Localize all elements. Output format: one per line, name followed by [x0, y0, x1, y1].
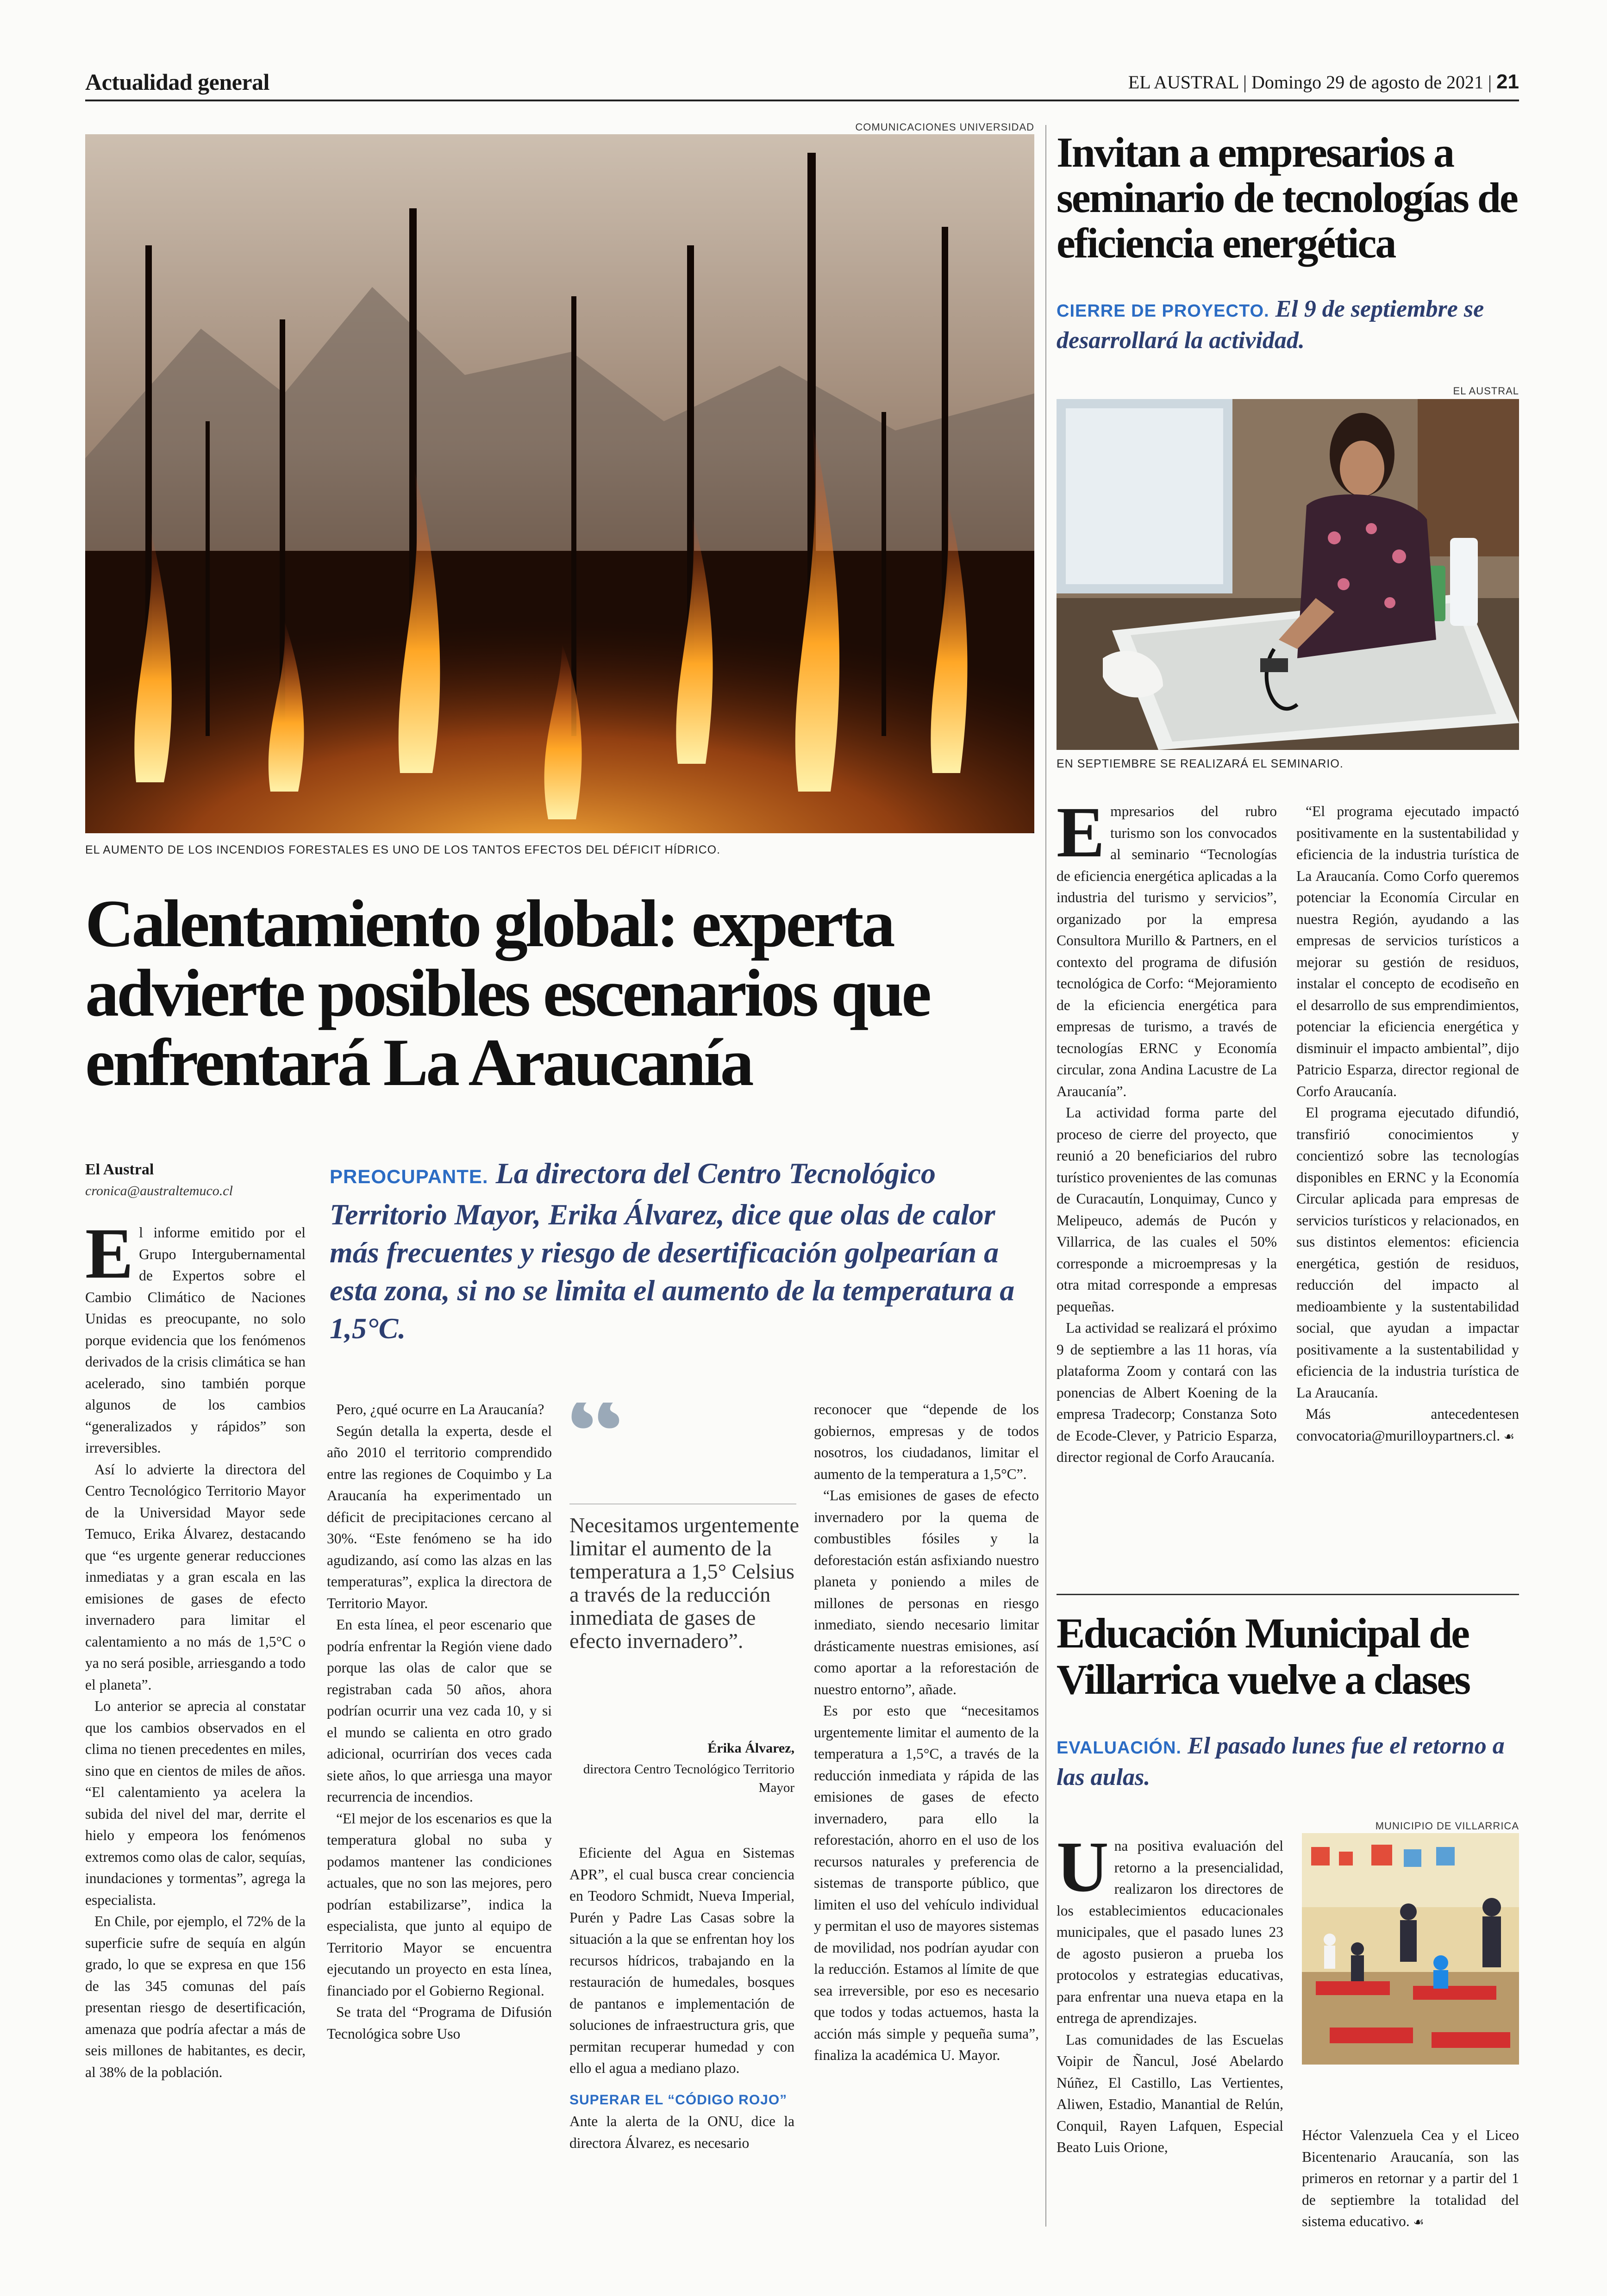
pullquote-attribution-role: directora Centro Tecnológico Territorio Mayor	[583, 1762, 794, 1795]
deck-kicker: CIERRE DE PROYECTO.	[1057, 301, 1269, 321]
paragraph: Eficiente del Agua en Sistemas APR”, el cual busca crear conciencia en Teodoro Schmidt, Nueva Imperial, Purén y Padre Las Casas sobre la situación a la que se enfrentan hoy los recursos hídricos, trabajando en la restauración de humedales, bosques de pantanos e implementación de soluciones de infraestructura gris, que permitan recuperar humedad y con ello el agua a mediano plazo.	[569, 1845, 794, 2076]
quote-mark-icon	[566, 1403, 631, 1472]
paragraph: Las comunidades de las Escuelas Voipir de Ñancul, José Abelardo Núñez, El Castillo, Las Vertientes, Aliwen, Estadio, Manantial de Relún, Conquil, Rayen Lafquen, Especial Beato Luis Orione,	[1057, 2031, 1283, 2155]
paragraph: El programa ejecutado difundió, transfirió conocimientos y concientizó sobre las tecnologías disponibles en ERNC y la Economía Circular aplicada para empresas de servicios turísticos y relacionados, en sus distintos elementos: eficiencia energética, gestión de residuos, reducción del impacto al medioambiente y la sustentabilidad social, que ayudan a impactar positivamente a la sustentabilidad y eficiencia de la industria turística de La Araucanía.	[1296, 1104, 1519, 1401]
fire-photo-credit: COMUNICACIONES UNIVERSIDAD	[855, 121, 1034, 133]
paragraph: “El mejor de los escenarios es que la temperatura global no suba y podamos mantener las condiciones actuales, que no son las mejores, pero podrían estabilizarse”, indica la especialista, que junto al equipo de Territorio Mayor se encuentra ejecutando un proyecto en esta línea, financiado por el Gobierno Regional.	[327, 1810, 552, 1999]
dropcap: E	[1057, 801, 1105, 872]
main-headline: Calentamiento global: experta advierte posibles escenarios que enfrentará La Araucanía	[85, 886, 930, 1100]
quote-mark-glyph: “	[566, 1403, 626, 1472]
paragraph: En esta línea, el peor escenario que podría enfrentar la Región viene dado porque las olas de calor que se registraban cada 50 años, ahora podrían ocurrir una vez cada 10, y si el mundo se calienta en otro grado adicional, ocurrirían dos veces cada siete años, lo que arriesga una mayor recurrencia de incendios.	[327, 1616, 552, 1805]
end-mark-icon: ☙	[1503, 1429, 1515, 1444]
seminar-column-2	[1296, 801, 1519, 1588]
forest-fire-illustration	[85, 134, 1034, 833]
deck-text: La directora del Centro Tecnológico Territorio Mayor, Erika Álvarez, dice que olas de calor más frecuentes y riesgo de desertificación golpearían a esta zona, si no se limita el aumento de la temperatura a 1,5°C.	[330, 1157, 1015, 1345]
paragraph: Héctor Valenzuela Cea y el Liceo Bicentenario Araucanía, son las primeros en retornar y a partir del 1 de septiembre la totalidad del sistema educativo. ☙	[1302, 2127, 1519, 2229]
deck-text: El 9 de septiembre se desarrollará la actividad.	[1057, 296, 1484, 354]
paper-name: EL AUSTRAL	[1128, 72, 1238, 93]
forest-fire-photo	[85, 134, 1034, 833]
villarrica-headline: Educación Municipal de Villarrica vuelve a clases	[1057, 1610, 1469, 1703]
paragraph: Según detalla la experta, desde el año 2010 el territorio comprendido entre las regiones de Coquimbo y La Araucanía ha experimentado un déficit de precipitaciones cercano al 30%. “Este fenómeno se ha ido agudizando, así como las alzas en las temperaturas”, explica la directora de Territorio Mayor.	[327, 1423, 552, 1611]
main-column-4	[814, 1399, 1039, 2232]
classroom-photo-credit: MUNICIPIO DE VILLARRICA	[1375, 1820, 1519, 1832]
classroom-photo	[1302, 1833, 1519, 2065]
page-number: 21	[1496, 70, 1519, 93]
paragraph: mpresarios del rubro turismo son los convocados al seminario “Tecnologías de eficiencia energética aplicadas a la industria del turismo y servicios”, organizado por la empresa Consultora Murillo & Partners, en el contexto del programa de difusión tecnológica de Corfo: “Mejoramiento de la eficiencia energética para empresas de turismo, a través de tecnologías ERNC y Economía circular, zona Andina Lacustre de La Araucanía”.	[1057, 803, 1277, 1099]
paragraph: Se trata del “Programa de Difusión Tecnológica sobre Uso	[327, 2004, 552, 2042]
pullquote-attribution-name: Érika Álvarez,	[707, 1741, 794, 1756]
villarrica-column-2	[1302, 2125, 1519, 2236]
contact-text[interactable]: Más antecedentesen convocatoria@murilloypartners.cl.	[1296, 1406, 1519, 1444]
byline-name: El Austral	[85, 1161, 154, 1178]
column-divider	[1045, 125, 1046, 2227]
seminar-photo-caption: EN SEPTIEMBRE SE REALIZARÁ EL SEMINARIO.	[1057, 757, 1344, 770]
villarrica-column-1	[1057, 1835, 1283, 2234]
separator: |	[1488, 72, 1497, 93]
paragraph: La actividad se realizará el próximo 9 de septiembre a las 11 horas, vía plataforma Zoom y contará con las ponencias de Albert Koening de la empresa Tradecorp; Constanza Soto de Ecode-Clever, y Patricio Esparza, director regional de Corfo Araucanía.	[1057, 1320, 1277, 1465]
paragraph: La actividad forma parte del proceso de cierre del proyecto, que reunió a 20 beneficiarios del rubro turístico provenientes de las comunas de Curacautín, Lonquimay, Cunco y Melipeuco, además de Pucón y Villarrica, de las cuales el 50% corresponde a microempresas y la otra mitad corresponde a empresas pequeñas.	[1057, 1104, 1277, 1315]
deck-kicker: PREOCUPANTE.	[330, 1166, 488, 1187]
paragraph: Lo anterior se aprecia al constatar que los cambios observados en el clima no tienen precedentes en miles, sino que en cientos de miles de años. “El calentamiento ya acelera la subida del nivel del mar, derrite el hielo y empeora los fenómenos extremos como olas de calor, sequías, inundaciones y tormentas”, agrega la especialista.	[85, 1698, 306, 1908]
subhead: SUPERAR EL “CÓDIGO ROJO”	[569, 2092, 788, 2108]
section-rule	[1057, 1594, 1519, 1595]
masthead	[1128, 70, 1519, 94]
main-column-1	[85, 1222, 306, 2231]
seminar-column-1	[1057, 801, 1277, 1588]
dropcap: U	[1057, 1835, 1109, 1907]
deck-kicker: EVALUACIÓN.	[1057, 1738, 1182, 1758]
deck-text: El pasado lunes fue el retorno a las aulas.	[1057, 1733, 1505, 1791]
paragraph: na positiva evaluación del retorno a la presencialidad, realizaron los directores de los establecimientos educacionales municipales, que el pasado lunes 23 de agosto pusieron a prueba los protocolos y estrategias educativas, para enfrentar una nueva etapa en la entrega de aprendizajes.	[1057, 1838, 1283, 2026]
woman-at-workbench-illustration	[1057, 399, 1519, 750]
byline-email[interactable]: cronica@australtemuco.cl	[85, 1183, 233, 1198]
main-deck	[330, 1154, 1038, 1348]
section-label: Actualidad general	[85, 69, 269, 95]
paragraph: Así lo advierte la directora del Centro Tecnológico Territorio Mayor de la Universidad Mayor sede Temuco, Erika Álvarez, destacando que “es urgente generar reducciones inmediatas y a gran escala en las emisiones de gases de efecto invernadero para limitar el calentamiento a no más de 1,5°C o ya no será posible, arriesgando a todo el planeta”.	[85, 1461, 306, 1693]
paragraph: “El programa ejecutado impactó positivamente en la sustentabilidad y eficiencia de la industria turística de La Araucanía. Como Corfo queremos potenciar la Economía Circular en nuestra Región, ayudando a las empresas de servicios turísticos a mejorar su gestión de residuos, instalar el concepto de ecodiseño en el desarrollo de sus emprendimientos, potenciar la eficiencia energética y disminuir el impacto ambiental”, dijo Patricio Esparza, director regional de Corfo Araucanía.	[1296, 803, 1519, 1099]
main-column-2	[327, 1399, 552, 2232]
seminar-photo-credit: EL AUSTRAL	[1453, 385, 1519, 397]
seminar-photo	[1057, 399, 1519, 750]
fire-photo-caption: EL AUMENTO DE LOS INCENDIOS FORESTALES ES UNO DE LOS TANTOS EFECTOS DEL DÉFICIT HÍDRICO.	[85, 843, 721, 856]
paragraph: reconocer que “depende de los gobiernos, empresas y de todos nosotros, los ciudadanos, limitar el aumento de la temperatura a 1,5°C”.	[814, 1401, 1039, 1482]
paragraph: l informe emitido por el Grupo Intergubernamental de Expertos sobre el Cambio Climático de Naciones Unidas es preocupante, no solo porque evidencia que los fenómenos derivados de la crisis climática se han acelerado, sino también porque algunos de los cambios “generalizados y rápidos” son irreversibles.	[85, 1224, 306, 1456]
villarrica-deck	[1057, 1731, 1519, 1792]
paragraph: Pero, ¿qué ocurre en La Araucanía?	[336, 1401, 544, 1417]
top-rule	[85, 100, 1519, 101]
pullquote-text: Necesitamos urgentemente limitar el aumento de la temperatura a 1,5° Celsius a través de la reducción inmediata de gases de efecto invernadero”.	[569, 1513, 800, 1653]
end-mark-icon: ☙	[1413, 2215, 1424, 2229]
seminar-deck	[1057, 294, 1519, 356]
issue-date: Domingo 29 de agosto de 2021	[1251, 72, 1484, 93]
paragraph: En Chile, por ejemplo, el 72% de la superficie sufre de sequía en algún grado, lo que se expresa en que 156 de las 345 comunas del país presentan riesgo de desertificación, amenaza que podría afectar a más de seis millones de habitantes, es decir, al 38% de la población.	[85, 1913, 306, 2080]
paragraph	[1296, 1404, 1519, 1447]
paragraph: Es por esto que “necesitamos urgentemente limitar el aumento de la temperatura a 1,5°C, a través de la reducción inmediata y rápida de las emisiones de gases de efecto invernadero, para ello la reforestación, ahorro en el uso de los recursos naturales y preferencia de sistemas de transporte público, que limiten el uso del vehículo individual y permitan el uso de mayores sistemas de movilidad, nos podrían ayudar con la reducción. Estamos al límite de que sea irreversible, por eso es necesario que todos y todas actuemos, hasta la acción más simple y pequeña suma”, finaliza la académica U. Mayor.	[814, 1703, 1039, 2063]
separator: |	[1243, 72, 1251, 93]
classroom-illustration	[1302, 1833, 1519, 2065]
seminar-headline: Invitan a empresarios a seminario de tecnologías de eficiencia energética	[1057, 129, 1517, 267]
paragraph: “Las emisiones de gases de efecto invernadero por la quema de combustibles fósiles y la deforestación están asfixiando nuestro planeta y poniendo a miles de millones de personas en riesgo inmediato, siendo necesario limitar drásticamente nuestras emisiones, así como aportar a la reforestación de nuestro entorno”, añade.	[814, 1487, 1039, 1697]
main-column-3	[569, 1842, 794, 2231]
dropcap: E	[85, 1222, 134, 1293]
paragraph: Ante la alerta de la ONU, dice la directora Álvarez, es necesario	[569, 2113, 794, 2151]
